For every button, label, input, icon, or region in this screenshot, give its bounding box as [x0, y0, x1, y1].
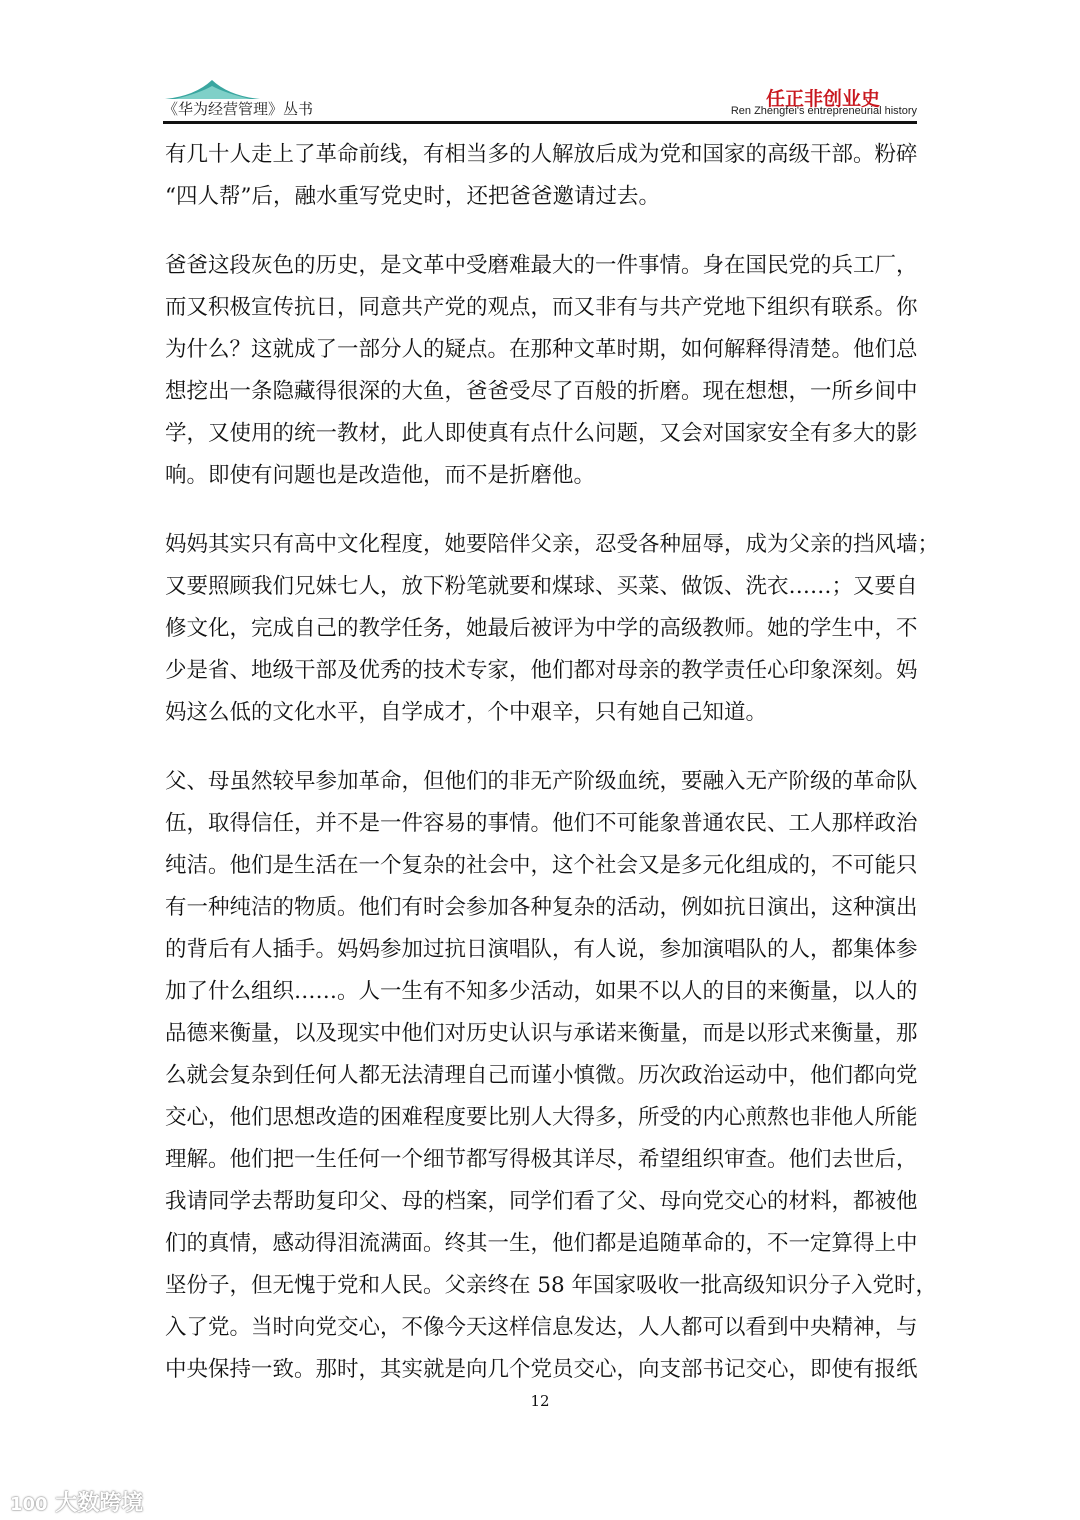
- page-number: 12: [530, 1392, 550, 1410]
- series-logo: [165, 78, 260, 100]
- book-title: 任正非创业史: [765, 88, 880, 110]
- series-title: 《华为经营管理》丛书: [163, 100, 314, 118]
- paragraph: [165, 524, 940, 734]
- text-line: 入了党。当时向党交心，不像今天这样信息发达，人人都可以看到中央精神，与: [165, 1315, 918, 1340]
- paragraph: [165, 245, 916, 497]
- text-line: 妈这么低的文化水平，自学成才，个中艰辛，只有她自己知道。: [165, 700, 768, 725]
- paragraph: [165, 134, 916, 218]
- text-line: 修文化，完成自己的教学任务，她最后被评为中学的高级教师。她的学生中，不: [165, 616, 918, 641]
- body-text: [165, 134, 940, 1418]
- text-line: 交心，他们思想改造的困难程度要比别人大得多，所受的内心煎熬也非他人所能: [165, 1105, 918, 1130]
- text-line: 而又积极宣传抗日，同意共产党的观点，而又非有与共产党地下组织有联系。你: [165, 295, 918, 320]
- text-line: 品德来衡量，以及现实中他们对历史认识与承诺来衡量，而是以形式来衡量，那: [165, 1021, 918, 1046]
- text-line: 学，又使用的统一教材，此人即使真有点什么问题，又会对国家安全有多大的影: [165, 421, 918, 446]
- text-line: 们的真情，感动得泪流满面。终其一生，他们都是追随革命的，不一定算得上中: [165, 1231, 918, 1256]
- text-line: 么就会复杂到任何人都无法清理自己而谨小慎微。历次政治运动中，他们都向党: [165, 1063, 918, 1088]
- watermark-logo: 100: [10, 1494, 48, 1515]
- text-line: 妈妈其实只有高中文化程度，她要陪伴父亲，忍受各种屈辱，成为父亲的挡风墙；: [165, 532, 940, 557]
- text-line: 理解。他们把一生任何一个细节都写得极其详尽，希望组织审查。他们去世后，: [165, 1147, 918, 1172]
- text-line: 纯洁。他们是生活在一个复杂的社会中，这个社会又是多元化组成的，不可能只: [165, 853, 918, 878]
- text-line: 少是省、地级干部及优秀的技术专家，他们都对母亲的教学责任心印象深刻。妈: [165, 658, 918, 683]
- text-line: 我请同学去帮助复印父、母的档案，同学们看了父、母向党交心的材料，都被他: [165, 1189, 918, 1214]
- text-line: 父、母虽然较早参加革命，但他们的非无产阶级血统，要融入无产阶级的革命队: [165, 769, 918, 794]
- text-line: 又要照顾我们兄妹七人，放下粉笔就要和煤球、买菜、做饭、洗衣……；又要自: [165, 574, 918, 599]
- text-line: “四人帮”后，融水重写党史时，还把爸爸邀请过去。: [165, 184, 660, 209]
- text-line: 坚份子，但无愧于党和人民。父亲终在 58 年国家吸收一批高级知识分子入党时，: [165, 1273, 938, 1298]
- book-subtitle: Ren Zhengfei's entrepreneurial history: [730, 105, 917, 117]
- text-line: 为什么？这就成了一部分人的疑点。在那种文革时期，如何解释得清楚。他们总: [165, 337, 918, 362]
- paragraph: [165, 761, 938, 1391]
- header-rule: [163, 121, 917, 124]
- text-line: 有一种纯洁的物质。他们有时会参加各种复杂的活动，例如抗日演出，这种演出: [165, 895, 918, 920]
- text-line: 中央保持一致。那时，其实就是向几个党员交心，向支部书记交心，即使有报纸: [165, 1357, 918, 1382]
- watermark-text: 大数跨境: [55, 1491, 144, 1516]
- text-line: 的背后有人插手。妈妈参加过抗日演唱队，有人说，参加演唱队的人，都集体参: [165, 937, 918, 962]
- watermark: [10, 1486, 143, 1517]
- text-line: 想挖出一条隐藏得很深的大鱼，爸爸受尽了百般的折磨。现在想想，一所乡间中: [165, 379, 918, 404]
- text-line: 响。即使有问题也是改造他，而不是折磨他。: [165, 463, 596, 488]
- text-line: 伍，取得信任，并不是一件容易的事情。他们不可能象普通农民、工人那样政治: [165, 811, 918, 836]
- text-line: 爸爸这段灰色的历史，是文革中受磨难最大的一件事情。身在国民党的兵工厂，: [165, 253, 918, 278]
- text-line: 加了什么组织……。人一生有不知多少活动，如果不以人的目的来衡量，以人的: [165, 979, 918, 1004]
- text-line: 有几十人走上了革命前线，有相当多的人解放后成为党和国家的高级干部。粉碎: [165, 142, 918, 167]
